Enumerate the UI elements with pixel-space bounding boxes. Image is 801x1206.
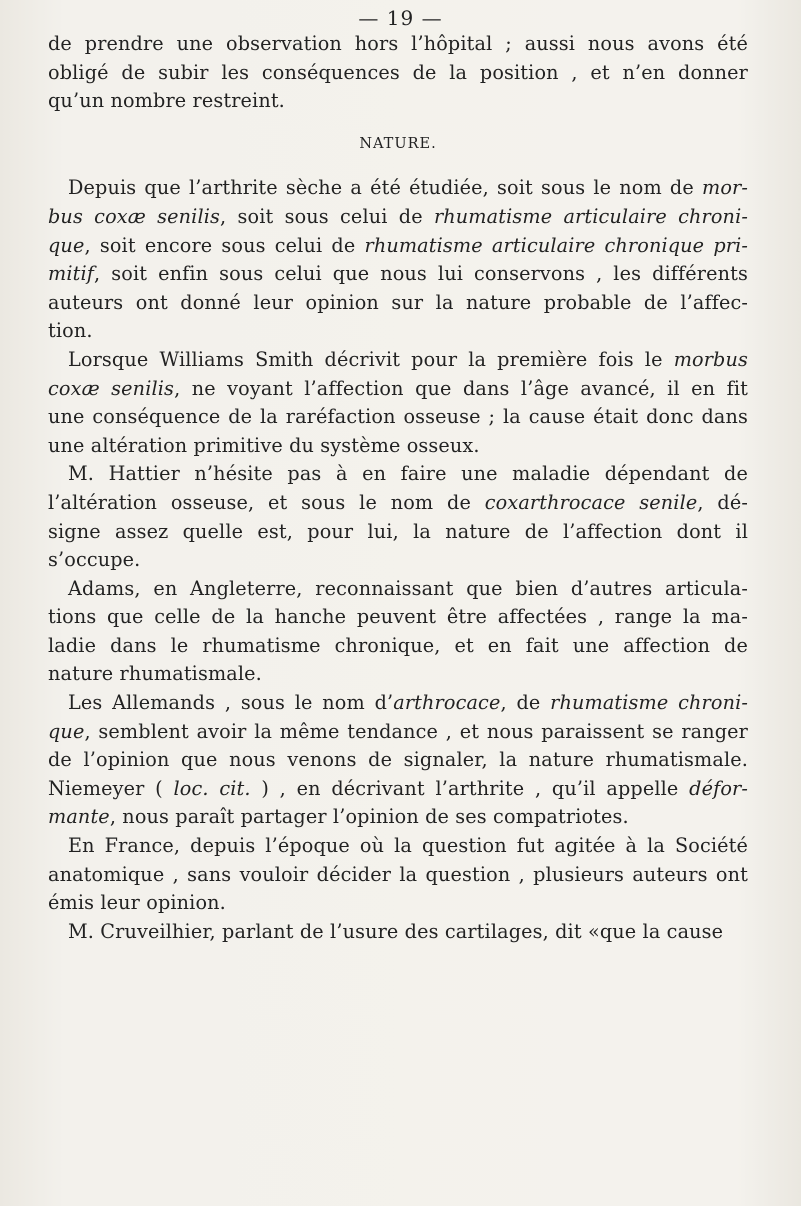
text-run: M. Hattier n’hésite pas à en faire une maladie dépendant de [68, 462, 748, 486]
text-line [48, 889, 748, 918]
text-run: auteurs ont donné leur opinion sur la nature probable de l’affec- [48, 290, 748, 314]
paragraphs-container [48, 174, 748, 946]
text-run: anatomique , sans vouloir décider la question , plusieurs auteurs ont [48, 862, 748, 886]
text-line [48, 803, 748, 832]
text-run: , soit encore sous celui de [84, 233, 365, 257]
text-run: tions que celle de la hanche peuvent être affectées , range la ma- [48, 605, 748, 629]
text-line [48, 718, 748, 747]
text-line [48, 174, 748, 203]
paragraph [48, 174, 748, 346]
text-line: qu’un nombre restreint. [48, 89, 285, 113]
italic-text: que [48, 233, 85, 257]
text-run: ) , en décrivant l’arthrite , qu’il appelle [250, 776, 690, 800]
paragraph [48, 689, 748, 832]
text-run: , ne voyant l’affection que dans l’âge avancé, il en fit [174, 376, 749, 400]
italic-text: rhumatisme articulaire chronique pri- [364, 233, 748, 257]
paragraph [48, 832, 748, 918]
text-run: s’occupe. [48, 548, 141, 572]
text-line [48, 518, 748, 547]
italic-text: bus coxæ senilis [48, 204, 221, 228]
text-line [48, 632, 748, 661]
text-line [48, 203, 748, 232]
italic-text: rhumatisme articulaire chroni- [433, 204, 748, 228]
text-line [48, 317, 748, 346]
text-run: nature rhumatismale. [48, 662, 262, 686]
text-line [48, 861, 748, 890]
italic-text: que [48, 719, 85, 743]
text-line [48, 289, 748, 318]
italic-text: coxæ senilis [48, 376, 175, 400]
text-line [48, 603, 748, 632]
paragraph [48, 918, 748, 947]
text-line: de prendre une observation hors l’hôpital ; aussi nous avons été [48, 32, 748, 55]
text-run: émis leur opinion. [48, 891, 226, 915]
italic-text: défor- [689, 776, 748, 800]
text-line [48, 232, 748, 261]
paragraph [48, 575, 748, 689]
italic-text: morbus [673, 347, 748, 371]
text-line [48, 918, 748, 947]
text-run: une conséquence de la raréfaction osseuse ; la cause était donc dans [48, 405, 748, 429]
text-run: , nous paraît partager l’opinion de ses compatriotes. [109, 805, 629, 829]
text-line [48, 489, 748, 518]
text-line [48, 575, 748, 604]
italic-text: mante [48, 805, 110, 829]
text-run: , soit enfin sous celui que nous lui conservons , les différents [94, 262, 748, 286]
text-line [48, 660, 748, 689]
paragraph [48, 346, 748, 460]
text-run: Lorsque Williams Smith décrivit pour la première fois le [68, 347, 674, 371]
text-run: tion. [48, 319, 93, 343]
italic-text: mitif [48, 262, 95, 286]
text-run: Adams, en Angleterre, reconnaissant que bien d’autres articula- [68, 576, 748, 600]
page-number: — 19 — [358, 6, 443, 30]
italic-text: rhumatisme chroni- [550, 691, 748, 715]
text-run: , de [500, 691, 551, 715]
text-line [48, 689, 748, 718]
italic-text: arthrocace [393, 691, 501, 715]
text-run: En France, depuis l’époque où la question fut agitée à la Société [68, 834, 748, 858]
text-line [48, 346, 748, 375]
text-run: Les Allemands , sous le nom d’ [68, 691, 394, 715]
text-line [48, 432, 748, 461]
text-line [48, 460, 748, 489]
text-run: l’altération osseuse, et sous le nom de [48, 490, 485, 514]
italic-text: loc. cit. [173, 776, 251, 800]
text-run: ladie dans le rhumatisme chronique, et en fait une affection de [48, 633, 748, 657]
text-run: de l’opinion que nous venons de signaler, la nature rhumatismale. [48, 748, 748, 772]
section-heading: NATURE. [359, 135, 437, 152]
text-line [48, 260, 748, 289]
text-line [48, 375, 748, 404]
text-run: M. Cruveilhier, parlant de l’usure des cartilages, dit «que la cause [68, 919, 724, 943]
page-body [48, 30, 748, 946]
italic-text: coxarthrocace senile [484, 490, 698, 514]
text-line: obligé de subir les conséquences de la position , et n’en donner [48, 60, 748, 84]
text-run: signe assez quelle est, pour lui, la nature de l’affection dont il [48, 519, 748, 543]
italic-text: mor- [701, 176, 748, 200]
text-run: , dé- [697, 490, 748, 514]
text-line [48, 546, 748, 575]
text-line [48, 775, 748, 804]
paragraph [48, 460, 748, 574]
text-run: Depuis que l’arthrite sèche a été étudiée, soit sous le nom de [68, 176, 702, 200]
text-run: , soit sous celui de [220, 204, 434, 228]
text-line [48, 832, 748, 861]
text-run: une altération primitive du système osseux. [48, 433, 480, 457]
text-line [48, 746, 748, 775]
text-line [48, 403, 748, 432]
text-run: , semblent avoir la même tendance , et nous paraissent se ranger [84, 719, 748, 743]
text-run: Niemeyer ( [48, 776, 174, 800]
